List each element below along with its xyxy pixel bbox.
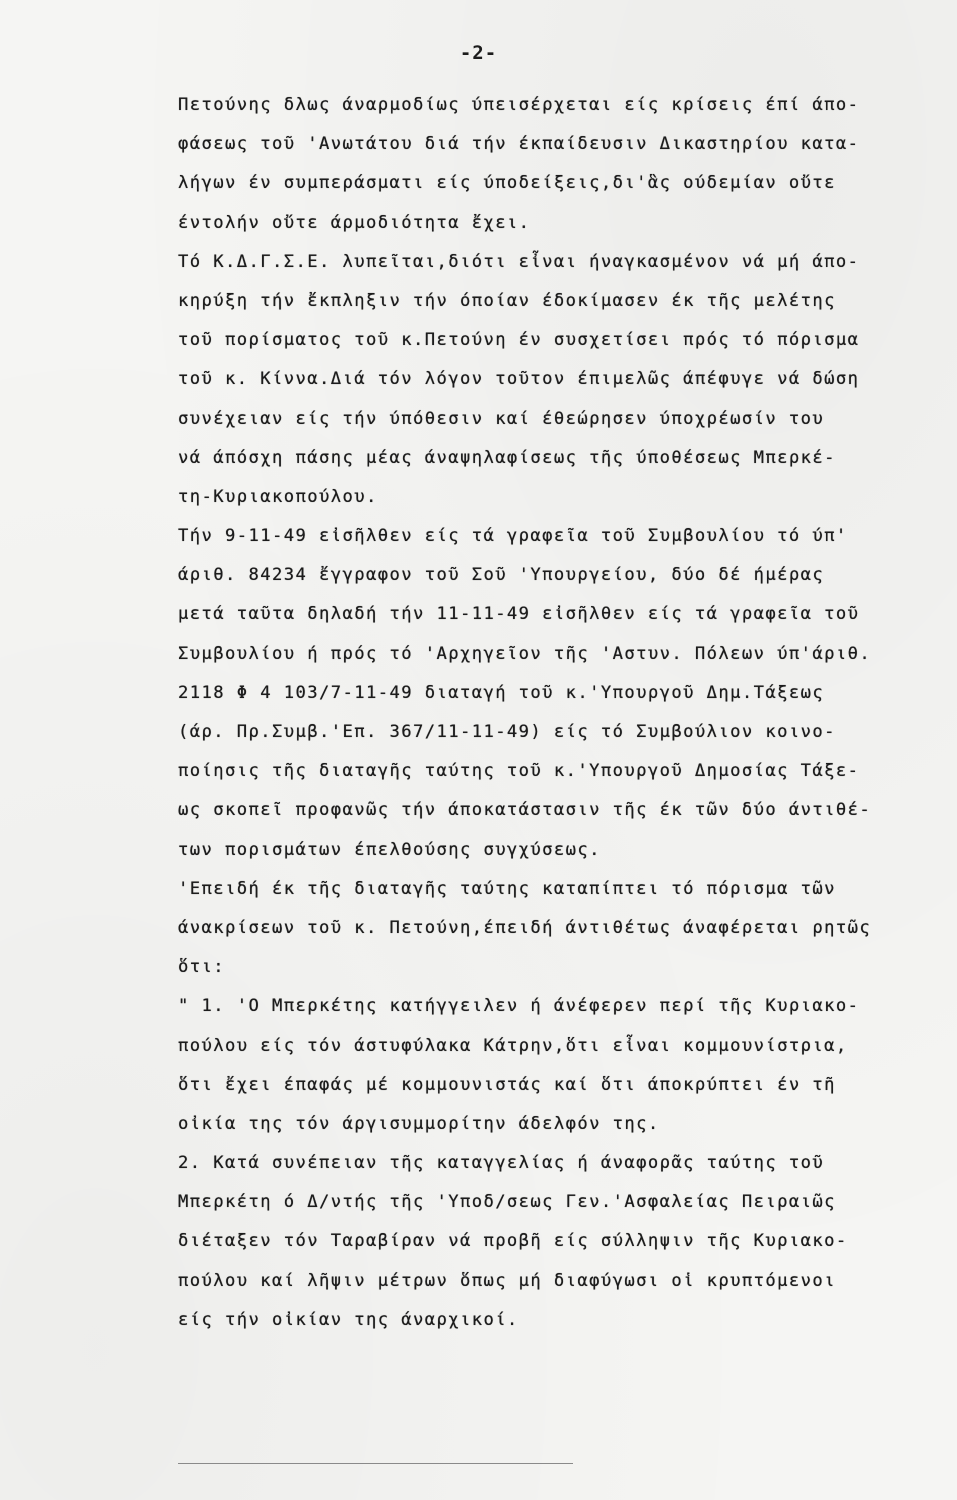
text-line: " 1. 'Ο Μπερκέτης κατήγγειλεν ή άνέφερεν περί τῆς Κυριακο- bbox=[178, 996, 860, 1017]
text-line: τοῦ πορίσματος τοῦ κ.Πετούνη έν συσχετίσει πρός τό πόρισμα bbox=[178, 330, 860, 351]
text-line: συνέχειαν είς τήν ύπόθεσιν καί έθεώρησεν ύποχρέωσίν του bbox=[178, 408, 825, 429]
underline-rule bbox=[178, 1463, 573, 1464]
text-line: είς τήν οἰκίαν της άναρχικοί. bbox=[178, 1309, 519, 1330]
text-line: φάσεως τοῦ 'Ανωτάτου διά τήν έκπαίδευσιν Δικαστηρίου κατα- bbox=[178, 134, 860, 155]
text-line: Μπερκέτη ό Δ/ντής τῆς 'Υποδ/σεως Γεν.'Ασφαλείας Πειραιῶς bbox=[178, 1192, 836, 1213]
text-line: οἰκία της τόν άργισυμμορίτην άδελφόν της. bbox=[178, 1113, 660, 1134]
text-line: διέταξεν τόν Ταραβίραν νά προβῆ είς σύλληψιν τῆς Κυριακο- bbox=[178, 1231, 848, 1252]
text-line: Τήν 9-11-49 εἰσῆλθεν είς τά γραφεῖα τοῦ Συμβουλίου τό ύπ' bbox=[178, 526, 848, 547]
page-number: -2- bbox=[459, 42, 498, 64]
text-line: 2. Κατά συνέπειαν τῆς καταγγελίας ή άναφορᾶς ταύτης τοῦ bbox=[178, 1153, 825, 1174]
text-line: άνακρίσεων τοῦ κ. Πετούνη,έπειδή άντιθέτως άναφέρεται ρητῶς bbox=[178, 917, 872, 938]
text-line: έντολήν οὔτε άρμοδιότητα ἔχει. bbox=[178, 212, 531, 233]
text-line: ποίησις τῆς διαταγῆς ταύτης τοῦ κ.'Υπουργοῦ Δημοσίας Τάξε- bbox=[178, 761, 860, 782]
text-line: (άρ. Πρ.Συμβ.'Επ. 367/11-11-49) είς τό Συμβούλιον κοινο- bbox=[178, 722, 836, 742]
text-line: ὅτι: bbox=[178, 957, 225, 978]
text-line: πούλου καί λῆψιν μέτρων ὅπως μή διαφύγωσι οἱ κρυπτόμενοι bbox=[178, 1270, 836, 1291]
document-body bbox=[178, 86, 948, 1340]
text-line: νά άπόσχη πάσης μέας άναψηλαφίσεως τῆς ύποθέσεως Μπερκέ- bbox=[178, 447, 836, 468]
text-line: τη-Κυριακοπούλου. bbox=[178, 486, 378, 507]
text-line: πούλου είς τόν άστυφύλακα Κάτρην,ὅτι εἶναι κομμουνίστρια, bbox=[178, 1035, 848, 1056]
text-line: ως σκοπεῖ προφανῶς τήν άποκατάστασιν τῆς έκ τῶν δύο άντιθέ- bbox=[178, 800, 872, 821]
text-line: τοῦ κ. Κίννα.Διά τόν λόγον τοῦτον έπιμελῶς άπέφυγε νά δώση bbox=[178, 369, 860, 390]
text-line: Τό Κ.Δ.Γ.Σ.Ε. λυπεῖται,διότι εἶναι ήναγκασμένον νά μή άπο- bbox=[178, 251, 860, 272]
text-line: των πορισμάτων έπελθούσης συγχύσεως. bbox=[178, 839, 601, 860]
text-line: 2118 Φ 4 103/7-11-49 διαταγή τοῦ κ.'Υπουργοῦ Δημ.Τάξεως bbox=[178, 682, 825, 703]
text-line: Συμβουλίου ή πρός τό 'Αρχηγεῖον τῆς 'Αστυν. Πόλεων ύπ'άριθ. bbox=[178, 643, 872, 664]
text-line: μετά ταῦτα δηλαδή τήν 11-11-49 εἰσῆλθεν είς τά γραφεῖα τοῦ bbox=[178, 604, 860, 625]
text-line: ὅτι ἔχει έπαφάς μέ κομμουνιστάς καί ὅτι άποκρύπτει έν τῆ bbox=[178, 1074, 836, 1095]
text-line: λήγων έν συμπεράσματι είς ύποδείξεις,δι'ἃς ούδεμίαν οὔτε bbox=[178, 173, 836, 194]
text-line: άριθ. 84234 ἔγγραφον τοῦ Σοῦ 'Υπουργείου, δύο δέ ήμέρας bbox=[178, 565, 825, 586]
text-line: 'Επειδή έκ τῆς διαταγῆς ταύτης καταπίπτει τό πόρισμα τῶν bbox=[178, 878, 836, 899]
text-line: κηρύξη τήν ἔκπληξιν τήν όποίαν έδοκίμασεν έκ τῆς μελέτης bbox=[178, 290, 836, 311]
text-line: Πετούνης δλως άναρμοδίως ύπεισέρχεται είς κρίσεις έπί άπο- bbox=[178, 95, 860, 115]
